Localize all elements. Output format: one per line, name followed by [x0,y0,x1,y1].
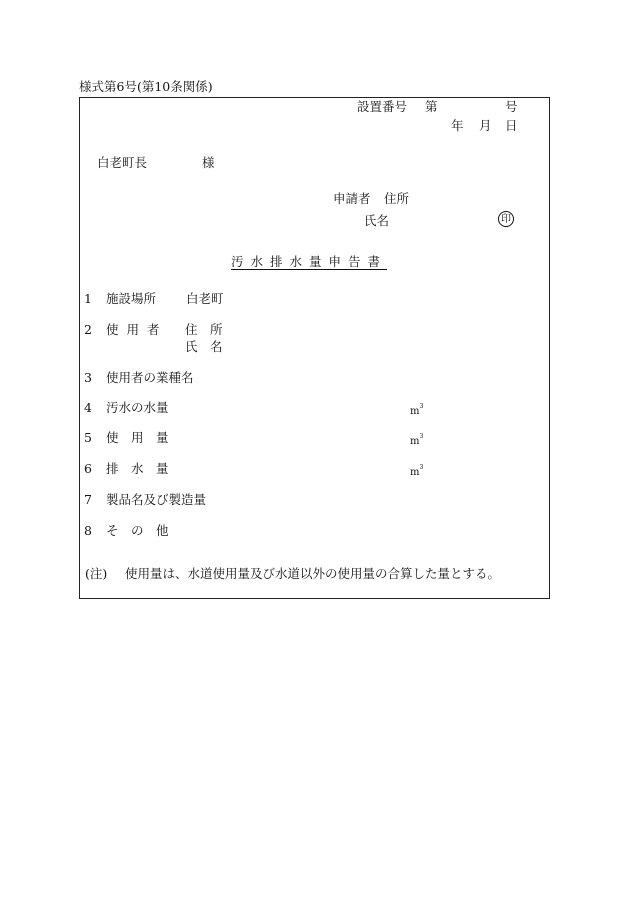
addressee-name: 白老町長 [97,155,148,170]
applicant-address-label: 住所 [384,191,410,206]
document-title: 汚水排水量申告書 [231,254,388,269]
item-label: 排 水 量 [106,461,169,476]
item-number: 2 [84,322,92,337]
applicant-label: 申請者 [333,191,371,206]
user-name-label: 氏 名 [185,339,223,354]
item-number: 3 [84,370,92,385]
item-label: 汚水の水量 [106,400,169,415]
unit-label: $m^3$ [410,403,424,417]
dai-label: 第 [425,99,438,114]
applicant-name-label: 氏名 [364,213,390,228]
item-number: 8 [84,523,92,538]
item-number: 7 [84,492,92,507]
setchi-bango-label: 設置番号 [357,99,408,114]
item-label: 使用者の業種名 [106,370,194,385]
item-label: 使 用 量 [106,430,169,445]
go-label: 号 [505,99,518,114]
item-number: 1 [84,291,92,306]
seal-icon: 印 [498,211,514,227]
item-number: 4 [84,400,92,415]
note-text: 使用量は、水道使用量及び水道以外の使用量の合算した量とする。 [125,566,501,581]
user-address-label: 住 所 [185,322,223,337]
item-number: 5 [84,430,92,445]
form-number-label: 様式第6号(第10条関係) [79,79,213,94]
year-label: 年 [451,118,464,133]
item-label: 施設場所 [106,291,157,306]
month-label: 月 [479,118,492,133]
item-number: 6 [84,461,92,476]
note-label: (注) [85,566,108,581]
item-value: 白老町 [186,291,224,306]
unit-label: $m^3$ [410,464,424,478]
item-label: 使 用 者 [106,322,162,337]
item-label: 製品名及び製造量 [106,492,207,507]
item-label: そ の 他 [106,523,169,538]
addressee-honorific: 様 [202,155,215,170]
unit-label: $m^3$ [410,433,424,447]
day-label: 日 [505,118,518,133]
